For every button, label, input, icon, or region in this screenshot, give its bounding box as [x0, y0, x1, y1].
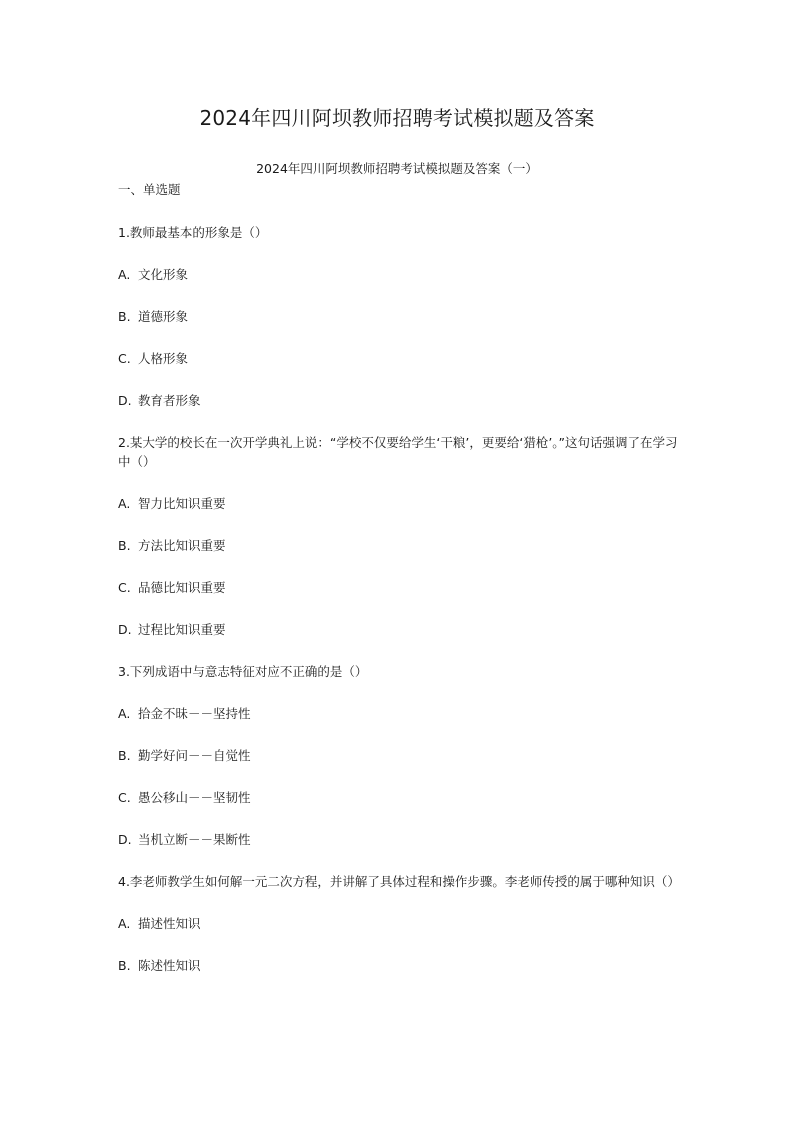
- option-a: [118, 914, 678, 933]
- option-b: [118, 956, 678, 975]
- option-text: 道德形象: [138, 309, 189, 324]
- option-b: [118, 536, 678, 555]
- section-heading: 一、单选题: [118, 182, 181, 197]
- option-text: 人格形象: [138, 351, 189, 366]
- option-letter: B.: [118, 538, 131, 553]
- option-letter: B.: [118, 958, 131, 973]
- option-c: [118, 788, 678, 807]
- document-subtitle: 2024年四川阿坝教师招聘考试模拟题及答案（一）: [256, 161, 538, 176]
- question-stem: 4.李老师教学生如何解一元二次方程，并讲解了具体过程和操作步骤。李老师传授的属于哪种知识（）: [118, 874, 680, 889]
- option-text: 过程比知识重要: [138, 622, 226, 637]
- option-text: 描述性知识: [138, 916, 201, 931]
- option-letter: D.: [118, 622, 132, 637]
- option-d: [118, 391, 678, 410]
- option-text: 教育者形象: [138, 393, 201, 408]
- option-text: 品德比知识重要: [138, 580, 226, 595]
- option-text: 文化形象: [138, 267, 189, 282]
- option-letter: C.: [118, 351, 131, 366]
- option-letter: A.: [118, 916, 131, 931]
- option-letter: A.: [118, 706, 131, 721]
- option-letter: D.: [118, 393, 132, 408]
- question-2: [118, 433, 678, 639]
- option-text: 方法比知识重要: [138, 538, 226, 553]
- option-text: 愚公移山－－坚韧性: [138, 790, 251, 805]
- option-text: 智力比知识重要: [138, 496, 226, 511]
- option-d: [118, 620, 678, 639]
- option-a: [118, 704, 678, 723]
- option-letter: A.: [118, 267, 131, 282]
- option-c: [118, 578, 678, 597]
- option-d: [118, 830, 678, 849]
- option-letter: A.: [118, 496, 131, 511]
- question-3: [118, 662, 678, 849]
- question-stem: 3.下列成语中与意志特征对应不正确的是（）: [118, 664, 368, 679]
- option-text: 勤学好问－－自觉性: [138, 748, 251, 763]
- question-stem: 1.教师最基本的形象是（）: [118, 225, 268, 240]
- option-c: [118, 349, 678, 368]
- option-letter: D.: [118, 832, 132, 847]
- document-title: 2024年四川阿坝教师招聘考试模拟题及答案: [199, 106, 595, 130]
- option-a: [118, 265, 678, 284]
- option-text: 当机立断－－果断性: [138, 832, 251, 847]
- option-letter: B.: [118, 748, 131, 763]
- option-letter: C.: [118, 580, 131, 595]
- option-a: [118, 494, 678, 513]
- question-stem: 2.某大学的校长在一次开学典礼上说：“学校不仅要给学生‘干粮’，更要给‘猎枪’。”这句话强调了在学习中（）: [118, 435, 678, 469]
- option-b: [118, 307, 678, 326]
- question-1: [118, 223, 678, 410]
- option-b: [118, 746, 678, 765]
- option-text: 拾金不昧－－坚持性: [138, 706, 251, 721]
- option-letter: B.: [118, 309, 131, 324]
- option-text: 陈述性知识: [138, 958, 201, 973]
- question-4: [118, 872, 678, 975]
- question-list: [118, 223, 678, 998]
- option-letter: C.: [118, 790, 131, 805]
